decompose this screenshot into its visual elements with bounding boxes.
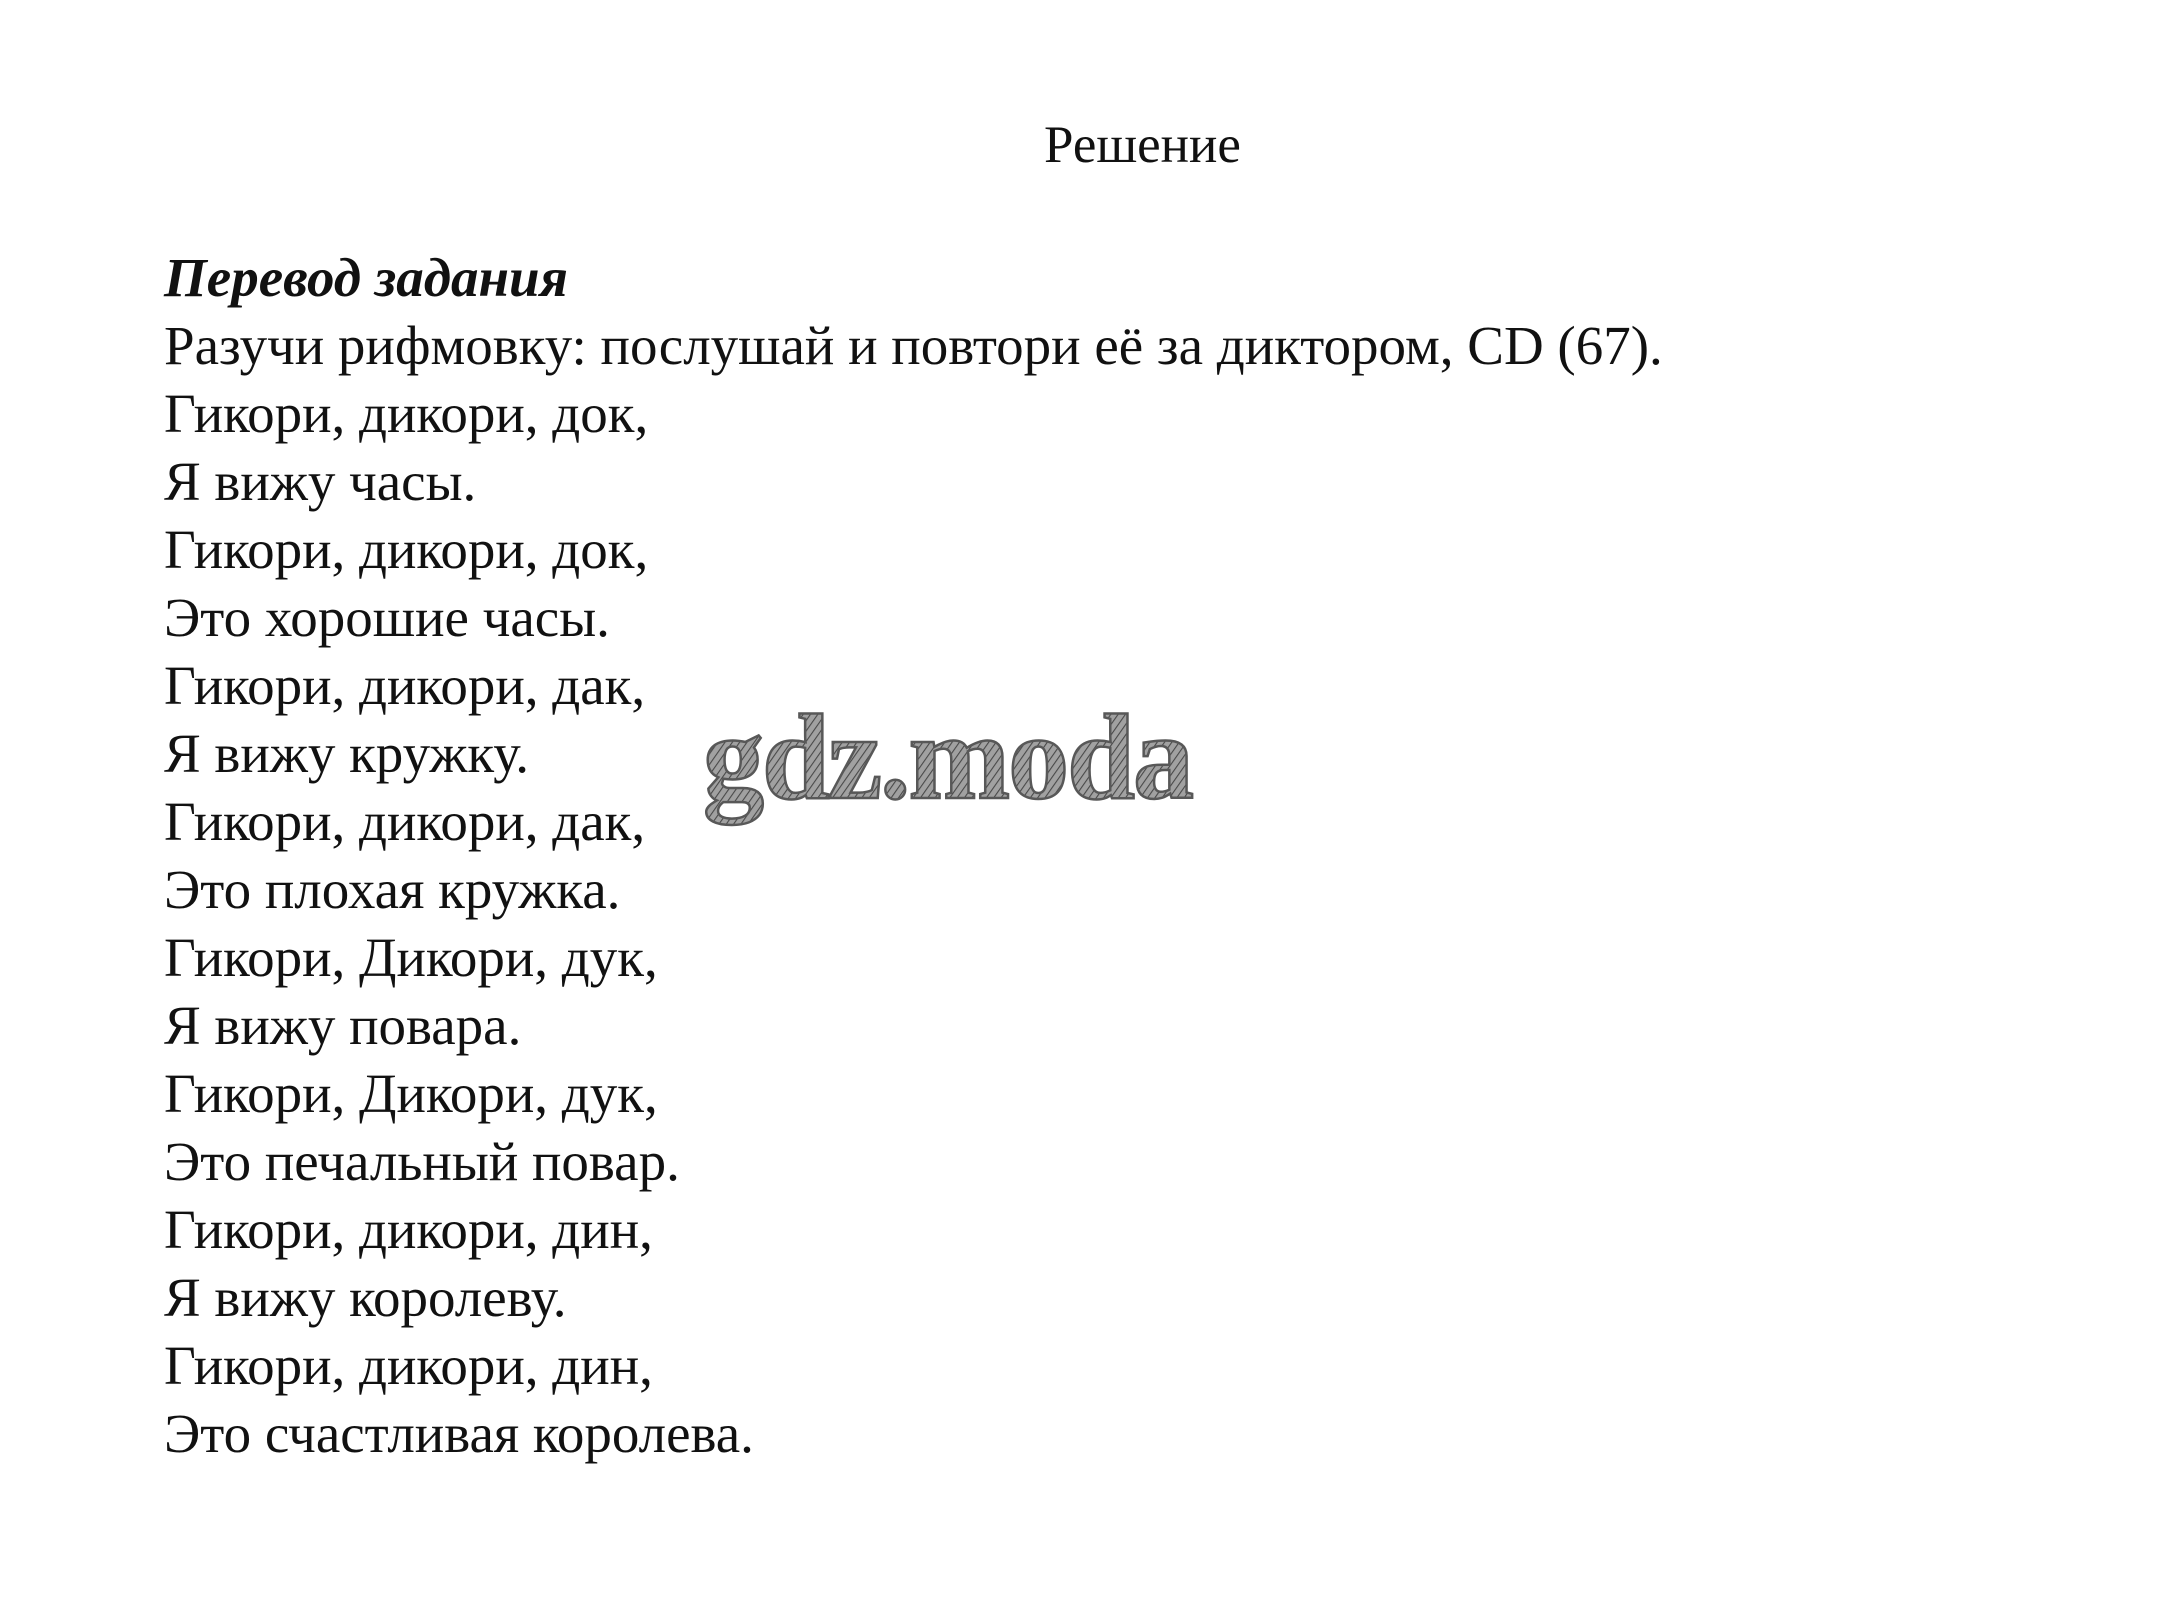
page-title: Решение — [1044, 116, 1241, 174]
poem-line: Я вижу кружку. — [164, 723, 530, 784]
poem-line: Гикори, дикори, док, — [164, 383, 649, 444]
poem-line: Гикори, дикори, дак, — [164, 655, 646, 716]
watermark-logo — [695, 690, 1320, 840]
poem-line: Гикори, дикори, дин, — [164, 1335, 653, 1396]
poem-line: Гикори, Дикори, дук, — [164, 1063, 658, 1124]
document-body — [164, 244, 2064, 1468]
poem-line: Это печальный повар. — [164, 1131, 680, 1192]
poem-line: Я вижу королеву. — [164, 1267, 567, 1328]
poem-line: Гикори, дикори, док, — [164, 519, 649, 580]
poem-line: Это счастливая королева. — [164, 1403, 754, 1464]
poem-line: Это плохая кружка. — [164, 859, 621, 920]
poem-lines — [164, 380, 2064, 1468]
poem-line: Гикори, Дикори, дук, — [164, 927, 658, 988]
poem-line: Гикори, дикори, дак, — [164, 791, 646, 852]
task-instruction: Разучи рифмовку: послушай и повтори её за диктором, CD (67). — [164, 315, 1663, 376]
poem-line: Я вижу повара. — [164, 995, 522, 1056]
poem-line: Гикори, дикори, дин, — [164, 1199, 653, 1260]
poem-line: Я вижу часы. — [164, 451, 477, 512]
section-heading: Перевод задания — [164, 247, 568, 308]
poem-line: Это хорошие часы. — [164, 587, 610, 648]
watermark-text: gdz.moda — [703, 690, 1192, 825]
